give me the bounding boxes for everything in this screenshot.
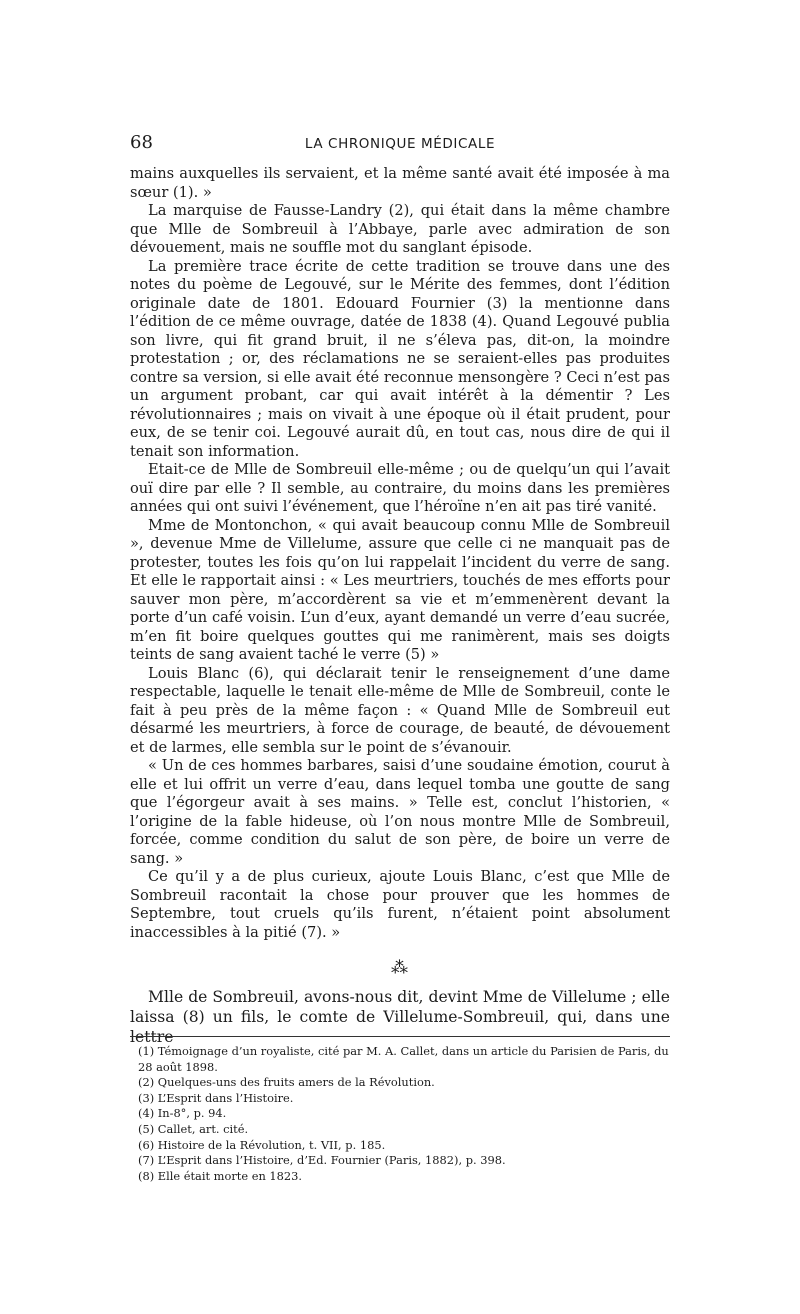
paragraph: Mlle de Sombreuil, avons-nous dit, devint Mme de Villelume ; elle laissa (8) un fils, le comte de Villelume-Sombreuil, qui, dans une lettre <box>130 988 670 1046</box>
running-title: LA CHRONIQUE MÉDICALE <box>304 136 496 152</box>
paragraph: Etait-ce de Mlle de Sombreuil elle-même ; ou de quelqu’un qui l’avait ouï dire par elle ? Il semble, au contraire, du moins dans les premières années qui ont suivi l’événement, que l’héroïne n’en ait pas tiré vanité. <box>130 461 670 515</box>
paragraph: Louis Blanc (6), qui déclarait tenir le renseignement d’une dame respectable, laquelle le tenait elle-même de Mlle de Sombreuil, conte le fait à peu près de la même façon : « Quand Mlle de Sombreuil eut désarmé les meurtriers, à force de courage, de beauté, de dévouement et de larmes, elle sembla sur le point de s’évanouir. <box>130 664 670 756</box>
footnote: (8) Elle était morte en 1823. <box>138 1168 303 1183</box>
page-header <box>130 132 670 156</box>
paragraph: Mme de Montonchon, « qui avait beaucoup connu Mlle de Sombreuil », devenue Mme de Villelume, assure que celle ci ne manquait pas de protester, toutes les fois qu’on lui rappelait l’incident du verre de sang. Et elle le rapportait ainsi : « Les meurtriers, touchés de mes efforts pour sauver mon père, m’accordèrent sa vie et m’emmenèrent devant la porte d’un café voisin. L’un d’eux, ayant demandé un verre d’eau sucrée, m’en fit boire quelques gouttes qui me ranimèrent, mais ses doigts teints de sang avaient taché le verre (5) » <box>130 516 670 663</box>
paragraph: Ce qu’il y a de plus curieux, ajoute Louis Blanc, c’est que Mlle de Sombreuil racontait la chose pour prouver que les hommes de Septembre, tout cruels qu’ils furent, n’étaient point absolument inaccessibles à la pitié (7). » <box>130 868 670 941</box>
footnote: (7) L’Esprit dans l’Histoire, d’Ed. Fournier (Paris, 1882), p. 398. <box>138 1153 506 1168</box>
paragraph: « Un de ces hommes barbares, saisi d’une soudaine émotion, courut à elle et lui offrit un verre d’eau, dans lequel tomba une goutte de sang que l’égorgeur avait à ses mains. » Telle est, conclut l’historien, « l’origine de la fable hideuse, où l’on nous montre Mlle de Sombreuil, forcée, comme condition du salut de son père, de boire un verre de sang. » <box>130 757 670 867</box>
footnotes <box>138 1044 670 1184</box>
footnote: (1) Témoignage d’un royaliste, cité par M. A. Callet, dans un article du Parisien de Paris, du 28 août 1898. <box>138 1044 669 1074</box>
section-separator: ⁂ <box>391 958 409 978</box>
footnote: (3) L’Esprit dans l’Histoire. <box>138 1090 294 1105</box>
footnote: (4) In-8°, p. 94. <box>138 1106 227 1121</box>
page-number: 68 <box>130 132 153 153</box>
paragraph: La marquise de Fausse-Landry (2), qui était dans la même chambre que Mlle de Sombreuil à l’Abbaye, parle avec admiration de son dévouement, mais ne souffle mot du sanglant épisode. <box>130 202 670 256</box>
footnote-rule <box>130 1036 670 1037</box>
footnote: (2) Quelques-uns des fruits amers de la Révolution. <box>138 1075 435 1090</box>
footnote: (6) Histoire de la Révolution, t. VII, p. 185. <box>138 1137 386 1152</box>
paragraph: mains auxquelles ils servaient, et la même santé avait été imposée à ma sœur (1). » <box>130 165 670 201</box>
main-text-continued <box>130 987 670 1047</box>
paragraph: La première trace écrite de cette tradition se trouve dans une des notes du poème de Legouvé, sur le Mérite des femmes, dont l’édition originale date de 1801. Edouard Fournier (3) la mentionne dans l’édition de ce même ouvrage, datée de 1838 (4). Quand Legouvé publia son livre, qui fit grand bruit, il ne s’éleva pas, dit-on, la moindre protestation ; or, des réclamations ne se seraient-elles pas produites contre sa version, si elle avait été reconnue mensongère ? Ceci n’est pas un argument probant, car qui avait intérêt à la démentir ? Les révolutionnaires ; mais on vivait à une époque où il était prudent, pour eux, de se tenir coi. Legouvé aurait dû, en tout cas, nous dire de qui il tenait son information. <box>130 257 670 460</box>
footnote: (5) Callet, art. cité. <box>138 1121 249 1136</box>
main-text <box>130 165 670 942</box>
